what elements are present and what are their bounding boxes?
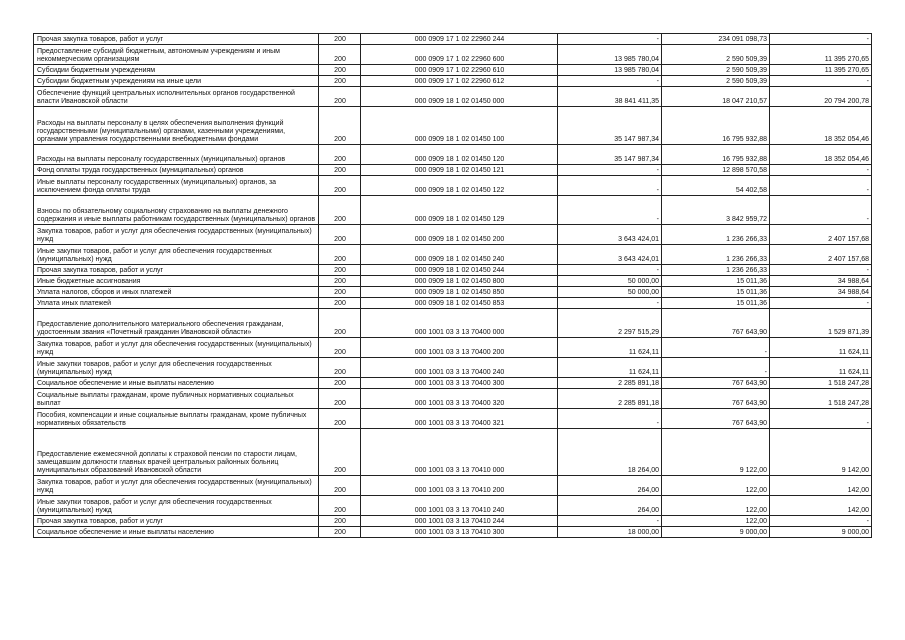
row-approved-amount: - bbox=[558, 409, 662, 429]
row-executed-amount: 54 402,58 bbox=[662, 176, 770, 196]
row-unexecuted-amount: - bbox=[770, 196, 872, 225]
row-executed-amount: 122,00 bbox=[662, 496, 770, 516]
row-executed-amount: 12 898 570,58 bbox=[662, 165, 770, 176]
row-executed-amount: 15 011,36 bbox=[662, 276, 770, 287]
row-line-code: 200 bbox=[319, 176, 361, 196]
row-executed-amount: - bbox=[662, 338, 770, 358]
row-name: Прочая закупка товаров, работ и услуг bbox=[34, 265, 319, 276]
row-approved-amount: - bbox=[558, 176, 662, 196]
row-approved-amount: 38 841 411,35 bbox=[558, 87, 662, 107]
row-budget-classification-code: 000 1001 03 3 13 70410 240 bbox=[361, 496, 558, 516]
row-budget-classification-code: 000 0909 18 1 02 01450 244 bbox=[361, 265, 558, 276]
row-executed-amount: 234 091 098,73 bbox=[662, 34, 770, 45]
row-name: Пособия, компенсации и иные социальные выплаты гражданам, кроме публичных нормативных обязательств bbox=[34, 409, 319, 429]
row-unexecuted-amount: 18 352 054,46 bbox=[770, 145, 872, 165]
table-row bbox=[34, 176, 872, 196]
row-unexecuted-amount: 11 624,11 bbox=[770, 338, 872, 358]
row-budget-classification-code: 000 0909 17 1 02 22960 600 bbox=[361, 45, 558, 65]
table-row bbox=[34, 196, 872, 225]
row-budget-classification-code: 000 0909 18 1 02 01450 850 bbox=[361, 287, 558, 298]
row-executed-amount: 16 795 932,88 bbox=[662, 107, 770, 145]
row-unexecuted-amount: 11 624,11 bbox=[770, 358, 872, 378]
row-name: Расходы на выплаты персоналу государственных (муниципальных) органов bbox=[34, 145, 319, 165]
row-executed-amount: 767 643,90 bbox=[662, 409, 770, 429]
row-line-code: 200 bbox=[319, 496, 361, 516]
row-approved-amount: - bbox=[558, 165, 662, 176]
row-name: Взносы по обязательному социальному страхованию на выплаты денежного содержания и иные выплаты работникам государственных (муниципальных) органов bbox=[34, 196, 319, 225]
row-unexecuted-amount: - bbox=[770, 265, 872, 276]
row-name: Иные бюджетные ассигнования bbox=[34, 276, 319, 287]
row-line-code: 200 bbox=[319, 45, 361, 65]
row-unexecuted-amount: 142,00 bbox=[770, 476, 872, 496]
row-name: Закупка товаров, работ и услуг для обеспечения государственных (муниципальных) нужд bbox=[34, 338, 319, 358]
table-row bbox=[34, 309, 872, 338]
budget-execution-table bbox=[33, 33, 872, 538]
table-row bbox=[34, 378, 872, 389]
row-name: Прочая закупка товаров, работ и услуг bbox=[34, 516, 319, 527]
table-row bbox=[34, 276, 872, 287]
row-name: Обеспечение функций центральных исполнительных органов государственной власти Ивановской области bbox=[34, 87, 319, 107]
row-name: Фонд оплаты труда государственных (муниципальных) органов bbox=[34, 165, 319, 176]
row-line-code: 200 bbox=[319, 358, 361, 378]
table-row bbox=[34, 145, 872, 165]
row-approved-amount: 264,00 bbox=[558, 496, 662, 516]
row-executed-amount: 2 590 509,39 bbox=[662, 65, 770, 76]
row-unexecuted-amount: - bbox=[770, 165, 872, 176]
row-approved-amount: 3 643 424,01 bbox=[558, 245, 662, 265]
row-name: Прочая закупка товаров, работ и услуг bbox=[34, 34, 319, 45]
row-executed-amount: 2 590 509,39 bbox=[662, 76, 770, 87]
row-line-code: 200 bbox=[319, 76, 361, 87]
row-approved-amount: - bbox=[558, 196, 662, 225]
row-unexecuted-amount: - bbox=[770, 34, 872, 45]
table-row bbox=[34, 76, 872, 87]
row-line-code: 200 bbox=[319, 338, 361, 358]
row-line-code: 200 bbox=[319, 225, 361, 245]
row-unexecuted-amount: 2 407 157,68 bbox=[770, 225, 872, 245]
table-row bbox=[34, 45, 872, 65]
table-row bbox=[34, 225, 872, 245]
row-budget-classification-code: 000 0909 18 1 02 01450 800 bbox=[361, 276, 558, 287]
row-line-code: 200 bbox=[319, 429, 361, 476]
row-approved-amount: 2 285 891,18 bbox=[558, 389, 662, 409]
table-row bbox=[34, 87, 872, 107]
table-row bbox=[34, 107, 872, 145]
row-unexecuted-amount: 9 142,00 bbox=[770, 429, 872, 476]
row-approved-amount: 50 000,00 bbox=[558, 276, 662, 287]
row-name: Закупка товаров, работ и услуг для обеспечения государственных (муниципальных) нужд bbox=[34, 476, 319, 496]
row-approved-amount: 264,00 bbox=[558, 476, 662, 496]
row-executed-amount: 1 236 266,33 bbox=[662, 265, 770, 276]
row-name: Расходы на выплаты персоналу в целях обеспечения выполнения функций государственными (муниципальными) органами, казенными учреждениями, органами управления государственными внебюджетными фондами bbox=[34, 107, 319, 145]
row-name: Предоставление дополнительного материального обеспечения гражданам, удостоенным звания «Почетный гражданин Ивановской области» bbox=[34, 309, 319, 338]
row-executed-amount: 122,00 bbox=[662, 516, 770, 527]
table-row bbox=[34, 298, 872, 309]
row-unexecuted-amount: 11 395 270,65 bbox=[770, 65, 872, 76]
row-unexecuted-amount: - bbox=[770, 176, 872, 196]
row-line-code: 200 bbox=[319, 309, 361, 338]
row-line-code: 200 bbox=[319, 378, 361, 389]
row-name: Иные закупки товаров, работ и услуг для обеспечения государственных (муниципальных) нужд bbox=[34, 496, 319, 516]
row-approved-amount: 11 624,11 bbox=[558, 358, 662, 378]
row-budget-classification-code: 000 1001 03 3 13 70410 244 bbox=[361, 516, 558, 527]
row-line-code: 200 bbox=[319, 165, 361, 176]
row-budget-classification-code: 000 1001 03 3 13 70400 240 bbox=[361, 358, 558, 378]
row-budget-classification-code: 000 0909 18 1 02 01450 129 bbox=[361, 196, 558, 225]
row-approved-amount: - bbox=[558, 76, 662, 87]
table-row bbox=[34, 265, 872, 276]
row-budget-classification-code: 000 0909 17 1 02 22960 244 bbox=[361, 34, 558, 45]
row-executed-amount: 1 236 266,33 bbox=[662, 245, 770, 265]
row-line-code: 200 bbox=[319, 34, 361, 45]
row-approved-amount: 11 624,11 bbox=[558, 338, 662, 358]
table-row bbox=[34, 165, 872, 176]
table-row bbox=[34, 429, 872, 476]
row-budget-classification-code: 000 0909 18 1 02 01450 240 bbox=[361, 245, 558, 265]
row-budget-classification-code: 000 0909 18 1 02 01450 200 bbox=[361, 225, 558, 245]
row-name: Социальное обеспечение и иные выплаты населению bbox=[34, 378, 319, 389]
table-row bbox=[34, 338, 872, 358]
row-budget-classification-code: 000 0909 18 1 02 01450 853 bbox=[361, 298, 558, 309]
row-line-code: 200 bbox=[319, 298, 361, 309]
row-executed-amount: 3 842 959,72 bbox=[662, 196, 770, 225]
row-approved-amount: 13 985 780,04 bbox=[558, 45, 662, 65]
row-unexecuted-amount: 20 794 200,78 bbox=[770, 87, 872, 107]
row-executed-amount: 9 122,00 bbox=[662, 429, 770, 476]
row-line-code: 200 bbox=[319, 287, 361, 298]
row-budget-classification-code: 000 0909 17 1 02 22960 610 bbox=[361, 65, 558, 76]
row-line-code: 200 bbox=[319, 389, 361, 409]
row-executed-amount: 16 795 932,88 bbox=[662, 145, 770, 165]
row-unexecuted-amount: - bbox=[770, 516, 872, 527]
row-name: Предоставление ежемесячной доплаты к страховой пенсии по старости лицам, замещавшим должности главных врачей центральных районных больниц муниципальных образований Ивановской области bbox=[34, 429, 319, 476]
row-line-code: 200 bbox=[319, 87, 361, 107]
row-executed-amount: 767 643,90 bbox=[662, 389, 770, 409]
row-line-code: 200 bbox=[319, 145, 361, 165]
row-unexecuted-amount: - bbox=[770, 298, 872, 309]
row-unexecuted-amount: 1 518 247,28 bbox=[770, 378, 872, 389]
row-budget-classification-code: 000 1001 03 3 13 70400 321 bbox=[361, 409, 558, 429]
row-unexecuted-amount: 11 395 270,65 bbox=[770, 45, 872, 65]
row-line-code: 200 bbox=[319, 245, 361, 265]
row-executed-amount: 1 236 266,33 bbox=[662, 225, 770, 245]
row-unexecuted-amount: 1 518 247,28 bbox=[770, 389, 872, 409]
table-row bbox=[34, 496, 872, 516]
row-name: Иные закупки товаров, работ и услуг для обеспечения государственных (муниципальных) нужд bbox=[34, 358, 319, 378]
row-budget-classification-code: 000 0909 17 1 02 22960 612 bbox=[361, 76, 558, 87]
row-approved-amount: 2 297 515,29 bbox=[558, 309, 662, 338]
row-unexecuted-amount: - bbox=[770, 409, 872, 429]
row-name: Субсидии бюджетным учреждениям на иные цели bbox=[34, 76, 319, 87]
row-budget-classification-code: 000 1001 03 3 13 70410 300 bbox=[361, 527, 558, 538]
row-executed-amount: 122,00 bbox=[662, 476, 770, 496]
row-budget-classification-code: 000 0909 18 1 02 01450 121 bbox=[361, 165, 558, 176]
row-name: Социальные выплаты гражданам, кроме публичных нормативных социальных выплат bbox=[34, 389, 319, 409]
row-unexecuted-amount: 1 529 871,39 bbox=[770, 309, 872, 338]
row-executed-amount: 9 000,00 bbox=[662, 527, 770, 538]
row-budget-classification-code: 000 0909 18 1 02 01450 100 bbox=[361, 107, 558, 145]
row-budget-classification-code: 000 1001 03 3 13 70400 320 bbox=[361, 389, 558, 409]
row-budget-classification-code: 000 1001 03 3 13 70400 000 bbox=[361, 309, 558, 338]
table-row bbox=[34, 476, 872, 496]
row-unexecuted-amount: - bbox=[770, 76, 872, 87]
row-budget-classification-code: 000 0909 18 1 02 01450 122 bbox=[361, 176, 558, 196]
row-budget-classification-code: 000 1001 03 3 13 70410 200 bbox=[361, 476, 558, 496]
row-budget-classification-code: 000 1001 03 3 13 70400 300 bbox=[361, 378, 558, 389]
row-name: Закупка товаров, работ и услуг для обеспечения государственных (муниципальных) нужд bbox=[34, 225, 319, 245]
row-line-code: 200 bbox=[319, 65, 361, 76]
row-unexecuted-amount: 18 352 054,46 bbox=[770, 107, 872, 145]
row-approved-amount: - bbox=[558, 34, 662, 45]
row-line-code: 200 bbox=[319, 265, 361, 276]
row-line-code: 200 bbox=[319, 276, 361, 287]
row-line-code: 200 bbox=[319, 107, 361, 145]
row-name: Социальное обеспечение и иные выплаты населению bbox=[34, 527, 319, 538]
table-row bbox=[34, 516, 872, 527]
row-executed-amount: 15 011,36 bbox=[662, 287, 770, 298]
row-executed-amount: 15 011,36 bbox=[662, 298, 770, 309]
table-row bbox=[34, 389, 872, 409]
row-approved-amount: 18 000,00 bbox=[558, 527, 662, 538]
row-executed-amount: 18 047 210,57 bbox=[662, 87, 770, 107]
row-budget-classification-code: 000 0909 18 1 02 01450 120 bbox=[361, 145, 558, 165]
row-name: Иные выплаты персоналу государственных (муниципальных) органов, за исключением фонда оплаты труда bbox=[34, 176, 319, 196]
row-unexecuted-amount: 9 000,00 bbox=[770, 527, 872, 538]
table-row bbox=[34, 65, 872, 76]
row-approved-amount: - bbox=[558, 516, 662, 527]
row-unexecuted-amount: 34 988,64 bbox=[770, 276, 872, 287]
table-row bbox=[34, 409, 872, 429]
row-unexecuted-amount: 2 407 157,68 bbox=[770, 245, 872, 265]
row-approved-amount: - bbox=[558, 298, 662, 309]
table-row bbox=[34, 287, 872, 298]
row-approved-amount: 35 147 987,34 bbox=[558, 107, 662, 145]
row-budget-classification-code: 000 1001 03 3 13 70400 200 bbox=[361, 338, 558, 358]
row-approved-amount: 3 643 424,01 bbox=[558, 225, 662, 245]
row-unexecuted-amount: 142,00 bbox=[770, 496, 872, 516]
row-approved-amount: 13 985 780,04 bbox=[558, 65, 662, 76]
row-approved-amount: 35 147 987,34 bbox=[558, 145, 662, 165]
row-line-code: 200 bbox=[319, 516, 361, 527]
row-approved-amount: 18 264,00 bbox=[558, 429, 662, 476]
row-budget-classification-code: 000 0909 18 1 02 01450 000 bbox=[361, 87, 558, 107]
row-approved-amount: 2 285 891,18 bbox=[558, 378, 662, 389]
row-executed-amount: - bbox=[662, 358, 770, 378]
table-row bbox=[34, 34, 872, 45]
row-line-code: 200 bbox=[319, 409, 361, 429]
row-line-code: 200 bbox=[319, 196, 361, 225]
row-approved-amount: 50 000,00 bbox=[558, 287, 662, 298]
table-row bbox=[34, 358, 872, 378]
row-name: Иные закупки товаров, работ и услуг для обеспечения государственных (муниципальных) нужд bbox=[34, 245, 319, 265]
row-name: Уплата иных платежей bbox=[34, 298, 319, 309]
row-name: Предоставление субсидий бюджетным, автономным учреждениям и иным некоммерческим организациям bbox=[34, 45, 319, 65]
row-name: Субсидии бюджетным учреждениям bbox=[34, 65, 319, 76]
row-unexecuted-amount: 34 988,64 bbox=[770, 287, 872, 298]
row-budget-classification-code: 000 1001 03 3 13 70410 000 bbox=[361, 429, 558, 476]
row-name: Уплата налогов, сборов и иных платежей bbox=[34, 287, 319, 298]
row-line-code: 200 bbox=[319, 476, 361, 496]
row-line-code: 200 bbox=[319, 527, 361, 538]
row-approved-amount: - bbox=[558, 265, 662, 276]
table-row bbox=[34, 527, 872, 538]
row-executed-amount: 767 643,90 bbox=[662, 378, 770, 389]
row-executed-amount: 2 590 509,39 bbox=[662, 45, 770, 65]
row-executed-amount: 767 643,90 bbox=[662, 309, 770, 338]
table-row bbox=[34, 245, 872, 265]
